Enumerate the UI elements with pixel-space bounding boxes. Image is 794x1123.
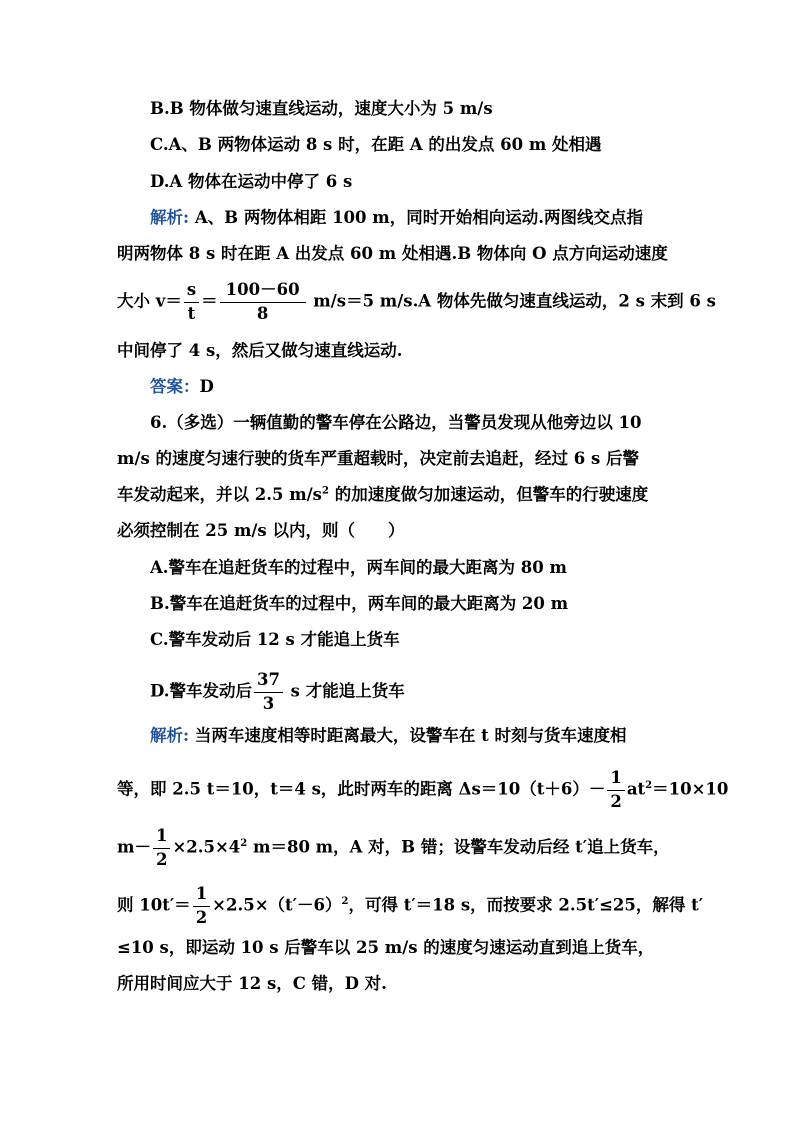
option-a: A.警车在追赶货车的过程中，两车间的最大距离为 80 m — [150, 558, 567, 577]
analysis2-line2: 等，即 2.5 t＝10，t＝4 s，此时两车的距离 Δs＝10（t＋6）－ $\frac{1}{2}$ $at^2=10\times 10$ — [117, 768, 729, 811]
analysis1-line1: 解析: A、B 两物体相距 100 m，同时开始相向运动.两图线交点指 — [150, 208, 643, 227]
fraction-37-over-3: $\frac{37}{3}$ — [254, 672, 283, 712]
analysis1-line4: 中间停了 4 s，然后又做匀速直线运动. — [117, 341, 403, 360]
analysis1-line3: 大小 v＝ $\frac{s}{t}$ ＝ $\frac{100-60}{8}$ m/s＝5 m/s.A 物体先做匀速直线运动，2 s 末到 6 s — [117, 280, 716, 323]
option-b: B.警车在追赶货车的过程中，两车间的最大距离为 20 m — [150, 594, 569, 613]
question6-line1: 6.（多选）一辆值勤的警车停在公路边，当警员发现从他旁边以 10 — [150, 413, 642, 432]
answer-label: 答案： — [150, 377, 200, 396]
option-b-prev: B.B 物体做匀速直线运动，速度大小为 5 m/s — [150, 99, 493, 118]
option-c: C.警车发动后 12 s 才能追上货车 — [150, 630, 400, 649]
analysis-label: 解析: — [150, 208, 190, 227]
question6-line3: 车发动起来，并以 2.5 $m/s^2$ 的加速度做匀加速运动，但警车的行驶速度 — [117, 485, 649, 504]
fraction-s-over-t: $\frac{s}{t}$ — [184, 282, 199, 322]
analysis2-line6: 所用时间应大于 12 s，C 错，D 对. — [117, 974, 387, 993]
analysis2-line3: m－ $\frac{1}{2}$ $\times 2.5\times 4^2$ m＝80 m，A 对，B 错；设警车发动后经 t′追上货车， — [117, 826, 670, 869]
fraction-100-60-over-8: $\frac{100-60}{8}$ — [220, 282, 306, 322]
question6-line4: 必须控制在 25 m/s 以内，则（ ） — [117, 521, 405, 540]
analysis2-line4: 则 10t′＝ $\frac{1}{2}$ $\times 2.5\times(t'-6)^2$，可得 t′＝18 s，而按要求 2.5t′≤25，解得 t′ — [117, 884, 704, 927]
question6-line2: m/s 的速度匀速行驶的货车严重超载时，决定前去追赶，经过 6 s 后警 — [117, 449, 640, 468]
analysis1-line2: 明两物体 8 s 时在距 A 出发点 60 m 处相遇.B 物体向 O 点方向运动速度 — [117, 244, 668, 263]
answer1: 答案：D — [150, 377, 214, 396]
fraction-one-half-2: $\frac{1}{2}$ — [153, 828, 170, 868]
fraction-one-half-3: $\frac{1}{2}$ — [193, 886, 210, 926]
analysis-label-2: 解析: — [150, 726, 190, 745]
option-d-prev: D.A 物体在运动中停了 6 s — [150, 172, 353, 191]
option-c-prev: C.A、B 两物体运动 8 s 时，在距 A 的出发点 60 m 处相遇 — [150, 135, 602, 154]
option-d: D.警车发动后 $\frac{37}{3}$ s 才能追上货车 — [150, 670, 405, 713]
analysis2-line1: 解析: 当两车速度相等时距离最大，设警车在 t 时刻与货车速度相 — [150, 726, 627, 745]
fraction-one-half: $\frac{1}{2}$ — [607, 770, 624, 810]
analysis2-line5: ≤10 s，即运动 10 s 后警车以 25 m/s 的速度匀速运动直到追上货车， — [117, 938, 655, 957]
